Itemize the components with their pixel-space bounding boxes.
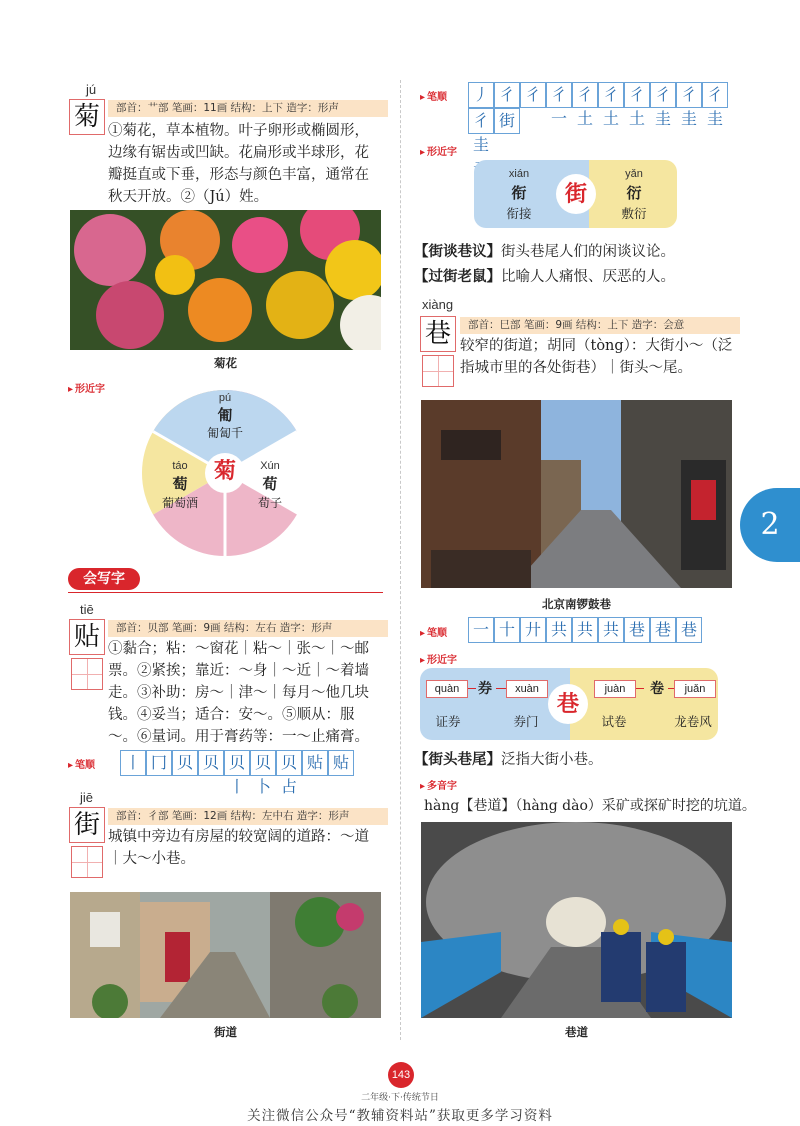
similar-right-char: 衍 [626,184,642,202]
page-number: 143 [388,1062,414,1088]
stroke-step: 彳圭 [676,82,702,108]
char-xiang: 巷 [420,316,456,352]
stroke-step: 彳土 [624,82,650,108]
stroke-step: 贝占 [276,750,302,776]
chain-center-char: 巷 [548,684,588,724]
photo-caption-ju: 菊花 [214,356,237,370]
similar-char-wheel [140,388,310,558]
similar-tag-xiang: ▸ 形近字 [420,651,457,666]
pinyin-jie: jiē [80,790,94,805]
similar-right-pinyin: yǎn [625,168,643,180]
idiom-jietou: 【街头巷尾】泛指大街小巷。 [414,751,603,768]
stroke-step: 贴 [328,750,354,776]
stroke-tag-xiang: ▸ 笔顺 [420,624,447,639]
stroke-step: 巷 [624,617,650,643]
similar-left-char: 衔 [511,184,527,202]
practice-grid [71,658,103,690]
polyphone-hang: hàng【巷道】（hàng dào）采矿或探矿时挖的坑道。 [424,798,756,814]
stroke-step: 丨 [120,750,146,776]
char-tie: 贴 [69,619,105,655]
practice-grid [422,355,454,387]
idiom-jietan: 【街谈巷议】街头巷尾人们的闲谈议论。 [414,243,675,260]
stroke-order-tie [120,750,360,796]
practice-grid [71,846,103,878]
stroke-step: 贴 [302,750,328,776]
stroke-step: 冂 [146,750,172,776]
definition-tie: ①黏合；粘：～窗花｜粘～｜张～｜～邮票。②紧挨；靠近：～身｜～近｜～着墙走。③补助：房～｜津～｜每月～他几块钱。④妥当；适合：安～。⑤顺从：服～。⑥量词。用于膏药等：一～止痛膏。 [108,641,369,745]
wheel-left-char: 萄 [172,475,188,493]
definition-ju: ①菊花，草本植物。叶子卵形或椭圆形，边缘有锯齿或凹缺。花扁形或半球形，花瓣挺直或下垂，形态与颜色丰富，通常在秋天开放。②（Jú）姓。 [108,123,369,205]
stroke-step: 彳圭 [468,108,494,134]
stroke-step: 彳圭 [702,82,728,108]
wheel-left-word: 葡萄酒 [161,496,198,510]
tunnel-photo [421,822,732,1018]
footer-promo: 关注微信公众号“教辅资料站”获取更多学习资料 [247,1108,553,1124]
chain-d-pinyin: juǎn [674,680,716,698]
wheel-right-word: 荀子 [257,496,282,510]
definition-xiang: 较窄的街道；胡同（tòng）：大街小～（泛指城市里的各处街巷）｜街头～尾。 [460,338,733,376]
stroke-step: 彳 [520,82,546,108]
wheel-top-char: 匍 [217,406,233,424]
wheel-top-word: 匍匐千 [206,426,243,440]
char-ju: 菊 [69,99,105,135]
stroke-step: 彳土 [572,82,598,108]
stroke-step: 十 [494,617,520,643]
wheel-right-pinyin: Xún [260,460,280,472]
column-divider [400,80,401,1040]
stroke-step: 彳 [494,82,520,108]
stroke-step: 廾 [520,617,546,643]
idiom-guojie: 【过街老鼠】比喻人人痛恨、厌恶的人。 [414,268,675,285]
photo-caption-xiang: 北京南锣鼓巷 [542,597,611,611]
definition-jie: 城镇中旁边有房屋的较宽阔的道路：～道｜大～小巷。 [108,829,369,867]
stroke-step: 共 [546,617,572,643]
stroke-step: 丿 [468,82,494,108]
stroke-step: 共 [572,617,598,643]
similar-tag-ju: ▸ 形近字 [68,380,105,395]
similar-tag-jie: ▸ 形近字 [420,143,457,158]
stroke-tag-tie: ▸ 笔顺 [68,756,95,771]
stroke-step: 贝丨 [224,750,250,776]
alley-photo [421,400,732,588]
wheel-left-pinyin: táo [172,460,188,472]
wheel-center-char: 菊 [213,458,236,484]
info-bar-ju: 部首：艹部 笔画：11画 结构：上下 造字：形声 [108,100,388,117]
section-divider [68,592,383,593]
chain-c-pinyin: juàn [594,680,636,698]
chain-a-char: 券 [478,681,492,697]
pinyin-ju: jú [86,82,97,97]
stroke-order-jie [468,82,738,154]
chrysanthemum-photo [70,210,381,350]
similar-right-word: 敷衍 [621,206,647,221]
chapter-badge: 2 [740,488,800,562]
stroke-step: 贝 [198,750,224,776]
stroke-step: 彳圭 [650,82,676,108]
stroke-tag-jie: ▸ 笔顺 [420,88,447,103]
stroke-step: 彳一 [546,82,572,108]
stroke-step: 街 [494,108,520,134]
chain-a-word: 证券 [435,714,461,729]
stroke-step: 一 [468,617,494,643]
stroke-step: 彳土 [598,82,624,108]
stroke-order-xiang [468,617,708,643]
wheel-right-char: 荀 [262,475,278,493]
char-jie: 街 [69,807,105,843]
info-bar-tie: 部首：贝部 笔画：9画 结构：左右 造字：形声 [108,620,388,637]
street-photo [70,892,381,1018]
stroke-step: 巷 [650,617,676,643]
stroke-step: 巷 [676,617,702,643]
chain-c-word: 试卷 [601,714,627,729]
wheel-top-pinyin: pú [218,392,232,404]
footer-grade: 二年级·下·传统节日 [361,1093,439,1103]
chain-b-pinyin: xuàn [506,680,548,698]
pinyin-xiang: xiàng [422,297,454,312]
photo-caption-jie: 街道 [214,1025,237,1039]
similar-char-box-jie [474,160,677,228]
similar-left-pinyin: xián [508,168,530,180]
chain-d-word: 龙卷风 [674,714,712,729]
chain-c-char: 卷 [650,681,664,697]
info-bar-jie: 部首：彳部 笔画：12画 结构：左中右 造字：形声 [108,808,388,825]
stroke-step: 共 [598,617,624,643]
polyphone-tag: ▸ 多音字 [420,777,457,792]
info-bar-xiang: 部首：巳部 笔画：9画 结构：上下 造字：会意 [460,317,740,334]
pinyin-tie: tiē [80,602,94,617]
similar-chain-xiang [420,668,718,740]
stroke-step: 贝 [172,750,198,776]
section-title-write: 会写字 [68,568,140,590]
similar-center-char-jie: 街 [556,174,596,214]
chain-a-pinyin: quàn [426,680,468,698]
similar-left-word: 衔接 [506,206,532,221]
photo-caption-tunnel: 巷道 [565,1025,588,1039]
chain-b-word: 券门 [513,714,539,729]
stroke-step: 贝卜 [250,750,276,776]
